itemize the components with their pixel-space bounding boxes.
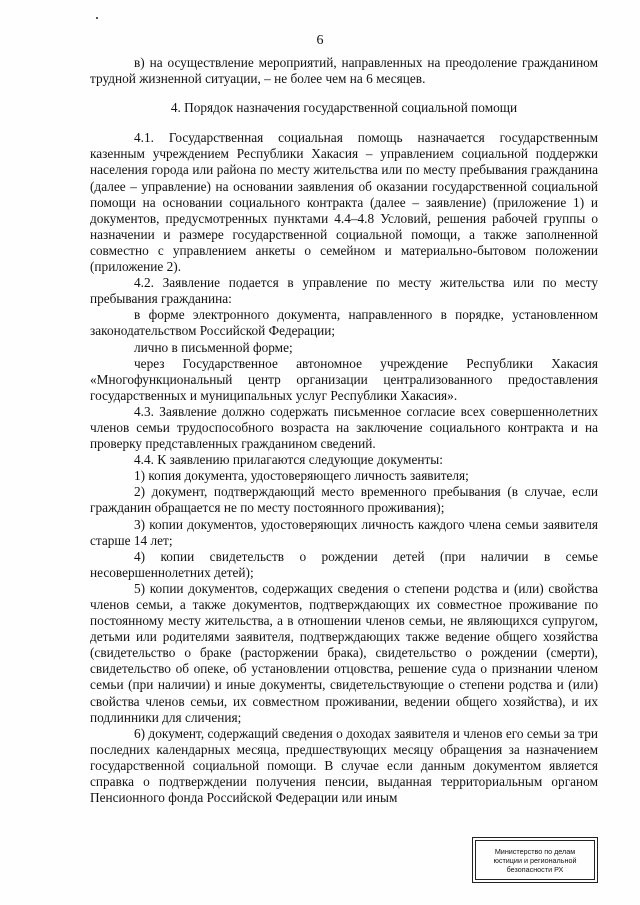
scan-mark	[96, 17, 98, 19]
page-number: 6	[316, 33, 324, 48]
document-body	[90, 55, 598, 806]
stamp-line-3: безопасности РХ	[506, 864, 564, 874]
paragraph-4-1: 4.1. Государственная социальная помощь назначается государственным казенным учреждением Республики Хакасия – управлением социальной поддержки населения города или района по месту жительства или по месту пребывания гражданина (далее – управление) на основании заявления об оказании государственной социальной помощи на основании социального контракта (далее – заявление) (приложение 1) и документов, предусмотренных пунктами 4.4–4.8 Условий, решения рабочей группы о назначении и размере государственной социальной помощи, а также заполненной совместно с управлением анкеты о семейном и материально-бытовом положении (приложение 2).	[90, 130, 598, 275]
list-item-1: 1) копия документа, удостоверяющего личность заявителя;	[134, 468, 469, 484]
paragraph-4-4: 4.4. К заявлению прилагаются следующие документы:	[134, 452, 443, 468]
list-item-5: 5) копии документов, содержащих сведения о степени родства и (или) свойства членов семьи, а также документов, подтверждающих их совместное проживание по постоянному месту жительства, а в отношении членов семьи, не являющихся супругом, детьми или родителями заявителя, подтверждающих также ведение общего хозяйства (свидетельство о браке (расторжении брака), свидетельство о рождении (смерти), свидетельство об опеке, об установлении отцовства, решение суда о признании членом семьи (при наличии) и иные документы, свидетельствующие о степени родства и (или) свойства членов семьи, их совместном проживании, ведении общего хозяйства), и их подлинники для сличения;	[90, 580, 598, 725]
paragraph-written-form: лично в письменной форме;	[134, 339, 293, 355]
list-item-2: 2) документ, подтверждающий место временного пребывания (в случае, если гражданин обращается не по месту постоянного проживания);	[90, 484, 598, 516]
paragraph-electronic-form: в форме электронного документа, направленного в порядке, установленном законодательством Российской Федерации;	[90, 307, 598, 339]
paragraph-4-3: 4.3. Заявление должно содержать письменное согласие всех совершеннолетних членов семьи трудоспособного возраста на заключение социального контракта и на проверку представленных гражданином сведений.	[90, 403, 598, 452]
stamp-line-2: юстиции и региональной	[493, 855, 577, 865]
stamp-line-1: Министерство по делам	[494, 846, 576, 856]
paragraph-mfc: через Государственное автономное учреждение Республики Хакасия «Многофункциональный центр организации централизованного предоставления государственных и муниципальных услуг Республики Хакасия».	[90, 355, 598, 403]
ministry-stamp	[475, 840, 595, 880]
list-item-6: 6) документ, содержащий сведения о доходах заявителя и членов его семьи за три последних календарных месяца, предшествующих месяцу обращения за назначением государственной социальной помощи. В случае если данным документом является справка о подтверждении получения пенсии, выданная территориальным органом Пенсионного фонда Российской Федерации или иным	[90, 725, 598, 806]
paragraph-4-2: 4.2. Заявление подается в управление по месту жительства или по месту пребывания гражданина:	[90, 275, 598, 307]
list-item-4: 4) копии свидетельств о рождении детей (при наличии в семье несовершеннолетних детей);	[90, 548, 598, 580]
section-title: 4. Порядок назначения государственной социальной помощи	[170, 100, 518, 116]
paragraph-3v: в) на осуществление мероприятий, направленных на преодоление гражданином трудной жизненной ситуации, – не более чем на 6 месяцев.	[90, 55, 598, 87]
list-item-3: 3) копии документов, удостоверяющих личность каждого члена семьи заявителя старше 14 лет;	[90, 516, 598, 548]
